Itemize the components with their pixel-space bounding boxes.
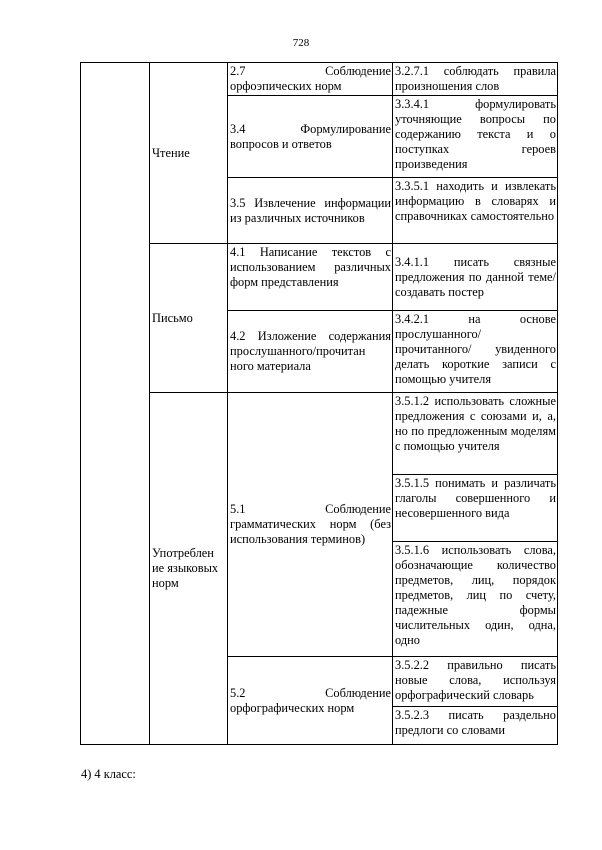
area-cell: [150, 244, 228, 393]
table-row: [81, 63, 558, 96]
outcome-cell: 3.5.1.2 использовать сложные предложения с союзами и, а, но по предложенным моделям с помощью учителя: [393, 393, 558, 475]
table-row: [81, 244, 558, 311]
outcome-cell: 3.5.1.5 понимать и различать глаголы совершенного и несовершенного вида: [393, 475, 558, 542]
page-number: 728: [292, 37, 310, 49]
outcome-cell: 3.5.2.3 писать раздельно предлоги со словами: [393, 707, 558, 745]
skill-cell: 5.2 Соблюдение орфографических норм: [228, 657, 393, 745]
outcome-cell: 3.5.2.2 правильно писать новые слова, используя орфографический словарь: [393, 657, 558, 707]
area-cell: [150, 63, 228, 244]
area-label: Употреблен ие языковых норм: [152, 546, 219, 590]
table-row: [81, 393, 558, 475]
outcome-cell: 3.4.2.1 на основе прослушанного/ прочитанного/ увиденного делать короткие записи с помощью учителя: [393, 311, 558, 393]
skill-cell: 4.1 Написание текстов с использованием различных форм представления: [228, 244, 393, 311]
skill-cell: 4.2 Изложение содержания прослушанного/прочитан ного материала: [228, 311, 393, 393]
area-label: Письмо: [152, 310, 193, 325]
outcome-cell: 3.4.1.1 писать связные предложения по данной теме/создавать постер: [393, 244, 558, 311]
curriculum-table: [80, 62, 558, 745]
outcome-cell: 3.2.7.1 соблюдать правила произношения слов: [393, 63, 558, 96]
skill-cell: 3.5 Извлечение информации из различных источников: [228, 178, 393, 244]
area-label: Чтение: [152, 145, 190, 160]
skill-cell: 5.1 Соблюдение грамматических норм (без использования терминов): [228, 393, 393, 657]
area-cell: [150, 393, 228, 745]
skill-cell: 2.7 Соблюдение орфоэпических норм: [228, 63, 393, 96]
skill-cell: 3.4 Формулирование вопросов и ответов: [228, 96, 393, 178]
section-heading: 4) 4 класс:: [81, 767, 136, 781]
outcome-cell: 3.3.5.1 находить и извлекать информацию в словарях и справочниках самостоятельно: [393, 178, 558, 244]
outcome-cell: 3.5.1.6 использовать слова, обозначающие количество предметов, лиц, порядок предметов, лиц по счету, падежные формы числительных один, одна, одно: [393, 542, 558, 657]
outcome-cell: 3.3.4.1 формулировать уточняющие вопросы по содержанию текста и о поступках героев произведения: [393, 96, 558, 178]
empty-first-column: [81, 63, 150, 745]
